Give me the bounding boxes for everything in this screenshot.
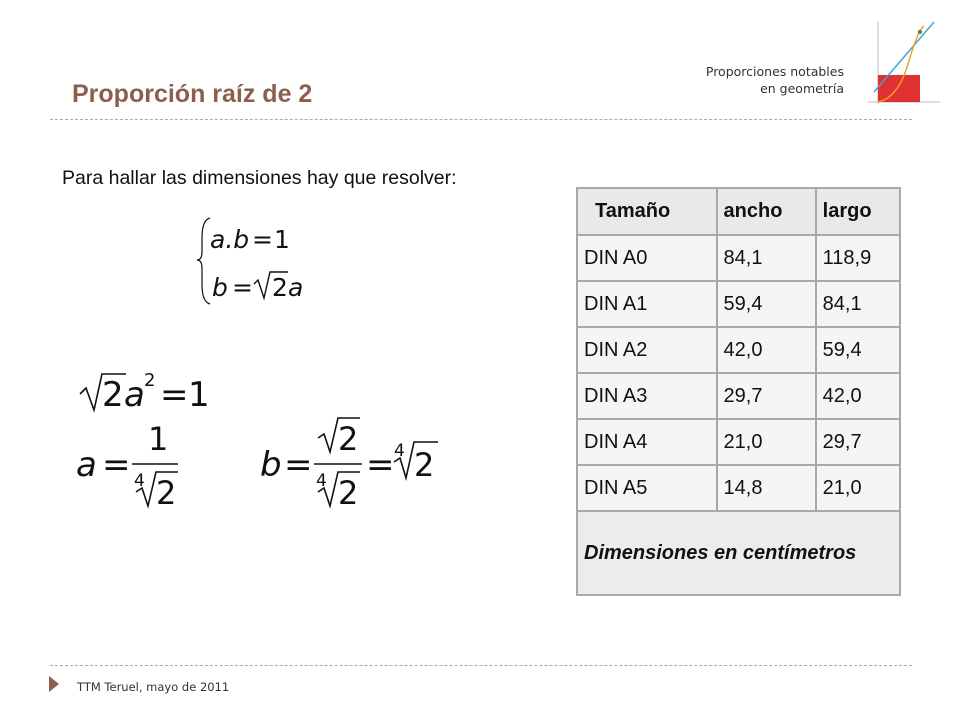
cell-width: 42,0	[717, 327, 816, 373]
din-sizes-table	[576, 187, 901, 596]
cell-length: 29,7	[816, 419, 900, 465]
cell-size: DIN A1	[577, 281, 717, 327]
cell-length: 21,0	[816, 465, 900, 511]
cell-length: 42,0	[816, 373, 900, 419]
eq3-equals1: =	[284, 445, 313, 485]
cell-width: 84,1	[717, 235, 816, 281]
eq3-num-radicand: 2	[338, 420, 359, 458]
column-header-width: ancho	[717, 188, 816, 235]
footer-triangle-icon	[49, 676, 59, 692]
system-eq1-rhs: 1	[274, 225, 290, 254]
header-caption-line1: Proporciones notables	[705, 64, 844, 79]
table-row	[577, 327, 900, 373]
table-header-row	[577, 188, 900, 235]
cell-width: 29,7	[717, 373, 816, 419]
eq2-radicand: 2	[156, 474, 177, 510]
eq3-rhs-index: 4	[394, 441, 405, 461]
cell-size: DIN A0	[577, 235, 717, 281]
cell-length: 118,9	[816, 235, 900, 281]
system-brace	[197, 218, 210, 304]
system-eq1-lhs: a.b	[210, 225, 250, 254]
table-caption-row	[577, 511, 900, 595]
column-header-length: largo	[816, 188, 900, 235]
equation-a	[70, 420, 190, 510]
table-caption: Dimensiones en centímetros	[577, 511, 900, 595]
eq1-exponent: 2	[144, 370, 156, 391]
table-row	[577, 465, 900, 511]
logo-point	[918, 30, 922, 34]
slide-title: Proporción raíz de 2	[72, 80, 313, 108]
equation-a-squared	[70, 360, 220, 416]
equation-b	[254, 410, 454, 510]
eq2-root-index: 4	[134, 471, 145, 491]
intro-text: Para hallar las dimensiones hay que resolver:	[62, 167, 457, 189]
table-row	[577, 281, 900, 327]
system-eq1-equals: =	[252, 225, 273, 254]
eq3-rhs-radicand: 2	[414, 446, 435, 484]
system-eq2-equals: =	[232, 273, 253, 302]
column-header-size: Tamaño	[577, 188, 717, 235]
table-row	[577, 419, 900, 465]
eq1-rhs: 1	[188, 375, 210, 415]
cell-length: 59,4	[816, 327, 900, 373]
system-eq2-radicand: 2	[272, 273, 288, 302]
cell-width: 59,4	[717, 281, 816, 327]
eq1-radicand: 2	[102, 375, 124, 415]
header-divider	[50, 119, 912, 120]
table-row	[577, 235, 900, 281]
eq3-var: b	[260, 445, 282, 485]
cell-size: DIN A4	[577, 419, 717, 465]
header-caption	[706, 63, 844, 97]
cell-size: DIN A5	[577, 465, 717, 511]
cell-width: 21,0	[717, 419, 816, 465]
eq3-den-radicand: 2	[338, 474, 359, 510]
cell-length: 84,1	[816, 281, 900, 327]
cell-size: DIN A2	[577, 327, 717, 373]
eq2-numerator: 1	[148, 420, 169, 458]
eq1-var: a	[124, 375, 145, 415]
system-eq2-lhs: b	[212, 273, 228, 302]
cell-width: 14,8	[717, 465, 816, 511]
eq2-var: a	[76, 445, 97, 485]
table-row	[577, 373, 900, 419]
header-caption-line2: en geometría	[760, 81, 844, 96]
equation-system	[194, 212, 324, 308]
footer-divider	[50, 665, 912, 666]
eq3-den-index: 4	[316, 471, 327, 491]
proportion-graph-logo	[864, 18, 944, 112]
eq2-equals: =	[102, 445, 131, 485]
footer-text: TTM Teruel, mayo de 2011	[77, 680, 230, 694]
eq1-equals: =	[160, 375, 189, 415]
system-eq2-var: a	[288, 273, 304, 302]
cell-size: DIN A3	[577, 373, 717, 419]
eq3-equals2: =	[366, 445, 395, 485]
